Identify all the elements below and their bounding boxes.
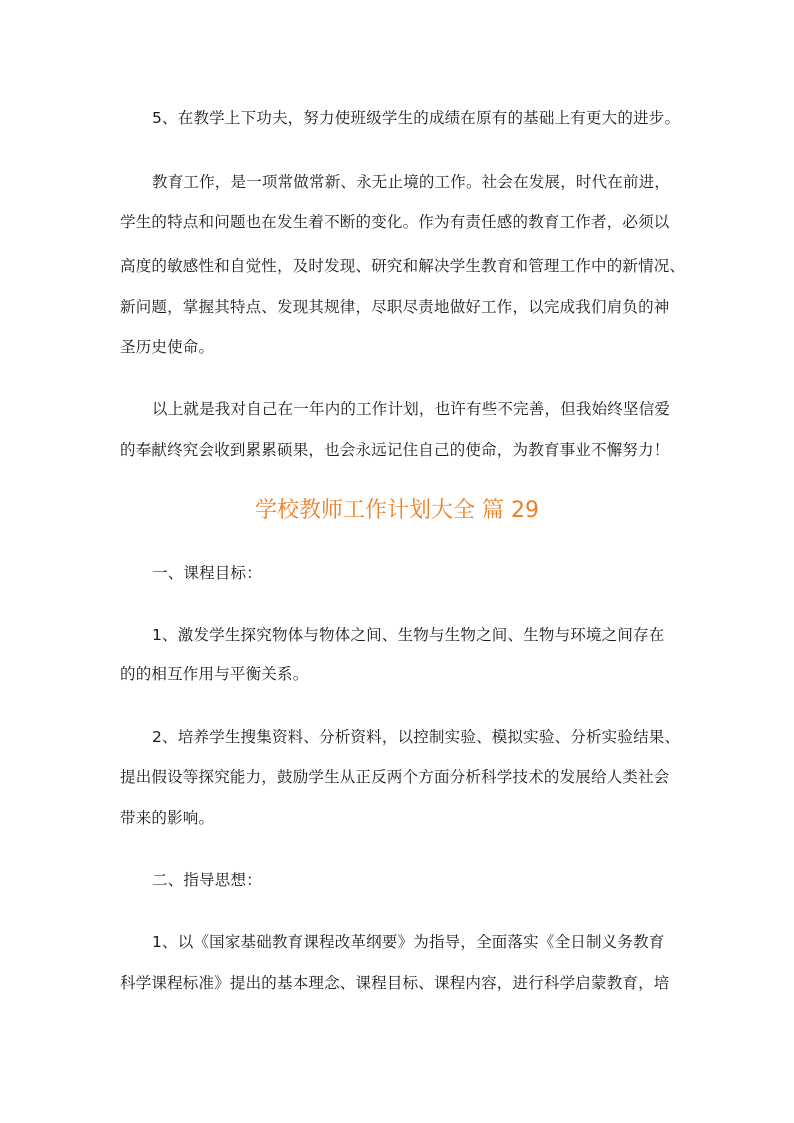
paragraph-line: 带来的影响。 (120, 809, 215, 827)
paragraph-line: 科学课程标准》提出的基本理念、课程目标、课程内容，进行科学启蒙教育，培 (120, 974, 670, 992)
paragraph-line: 1、以《国家基础教育课程改革纲要》为指导，全面落实《全日制义务教育 (152, 933, 665, 951)
paragraph-line: 的的相互作用与平衡关系。 (120, 665, 309, 683)
paragraph-line: 以上就是我对自己在一年内的工作计划，也许有些不完善，但我始终坚信爱 (152, 400, 671, 418)
paragraph-line: 新问题，掌握其特点、发现其规律，尽职尽责地做好工作，以完成我们肩负的神 (120, 298, 670, 316)
paragraph-line: 的奉献终究会收到累累硕果，也会永远记住自己的使命，为教育事业不懈努力！ (120, 441, 670, 459)
paragraph-line: 教育工作，是一项常做常新、永无止境的工作。社会在发展，时代在前进， (152, 173, 671, 191)
section-title: 一、课程目标： (152, 564, 262, 582)
paragraph-line: 2、培养学生搜集资料、分析资料，以控制实验、模拟实验、分析实验结果、 (152, 728, 681, 746)
paragraph-line: 高度的敏感性和自觉性，及时发现、研究和解决学生教育和管理工作中的新情况、 (120, 257, 686, 275)
paragraph-line: 提出假设等探究能力，鼓励学生从正反两个方面分析科学技术的发展给人类社会 (120, 768, 670, 786)
paragraph-line: 5、在教学上下功夫，努力使班级学生的成绩在原有的基础上有更大的进步。 (152, 109, 681, 127)
section-heading: 学校教师工作计划大全 篇 29 (255, 498, 539, 523)
section-title: 二、指导思想： (152, 871, 262, 889)
paragraph-line: 学生的特点和问题也在发生着不断的变化。作为有责任感的教育工作者，必须以 (120, 213, 670, 231)
paragraph-line: 1、激发学生探究物体与物体之间、生物与生物之间、生物与环境之间存在 (152, 626, 665, 644)
paragraph-line: 圣历史使命。 (120, 338, 215, 356)
